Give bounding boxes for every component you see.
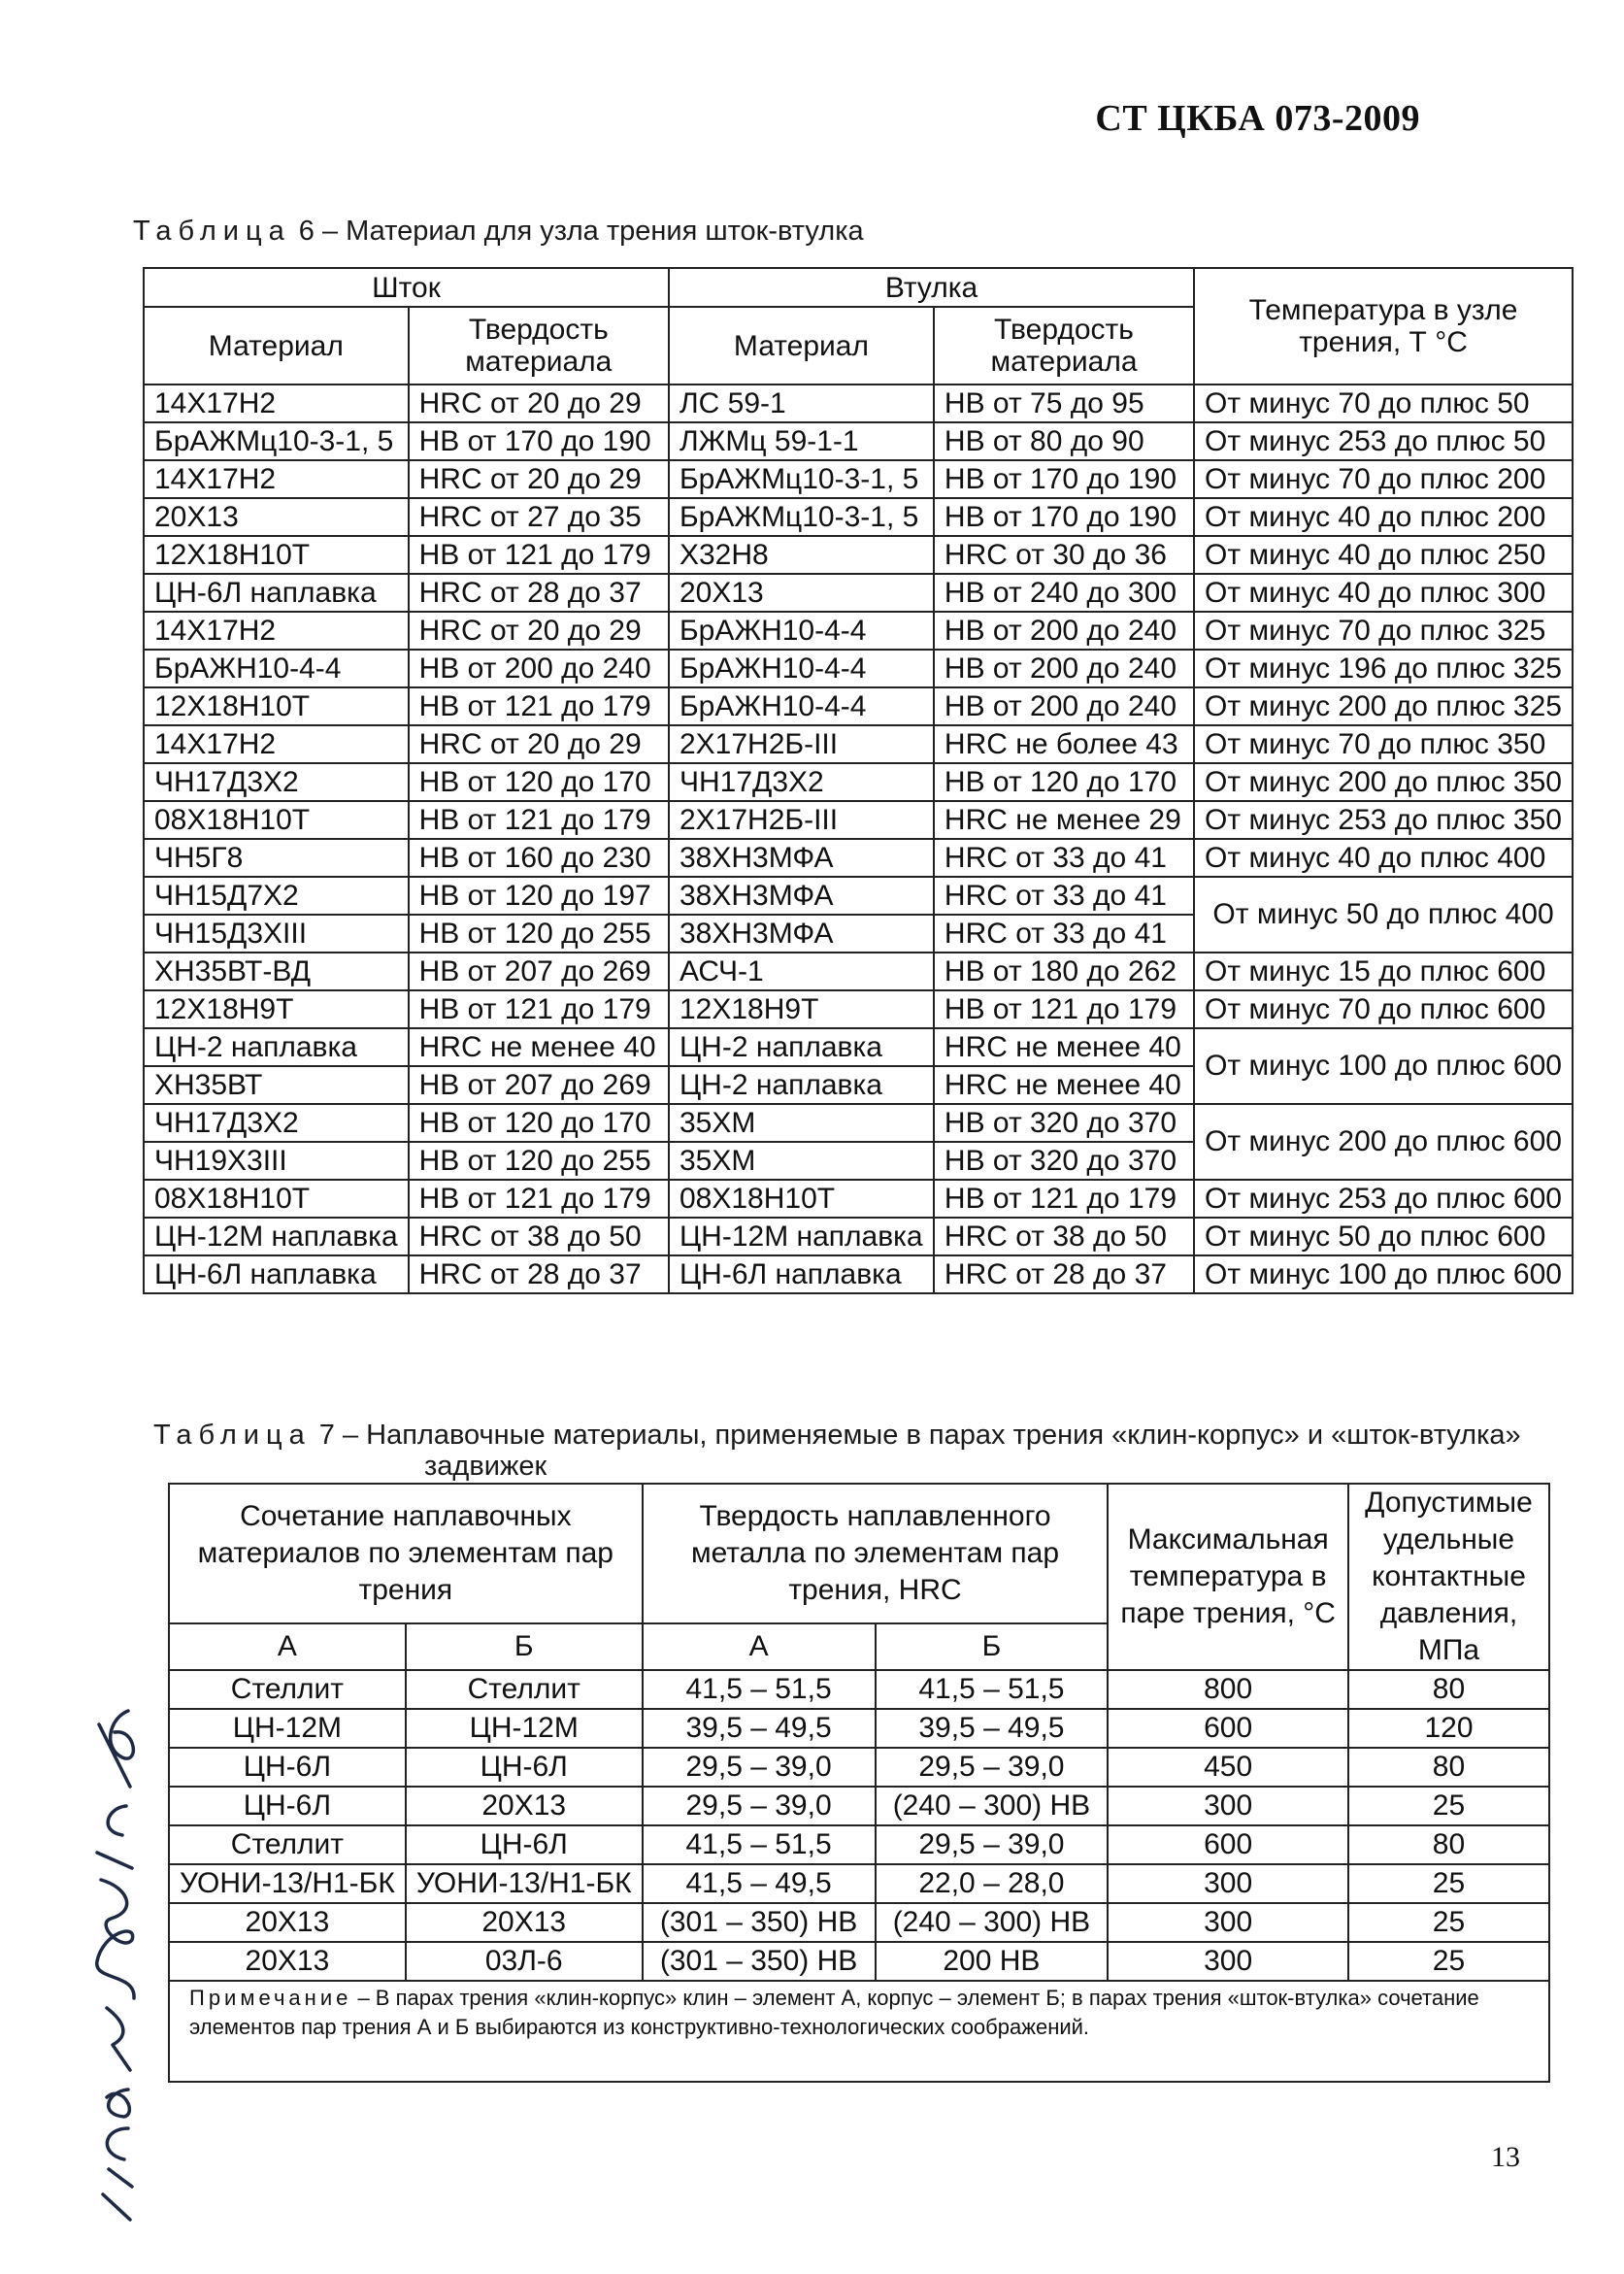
cell-max-temperature: 800 xyxy=(1108,1670,1348,1709)
cell-bush-material: АСЧ-1 xyxy=(669,953,934,990)
cell-material-b: УОНИ-13/Н1-БК xyxy=(406,1864,643,1903)
table-row xyxy=(169,1670,1549,1709)
table6-body xyxy=(144,385,1573,1293)
cell-bush-hardness: НВ от 170 до 190 xyxy=(934,460,1194,498)
table7-note-text: – В парах трения «клин-корпус» клин – элемент А, корпус – элемент Б; в парах трения «шток-втулка» сочетание элементов пар трения А и Б выбираются из конструктивно-технологических соображений. xyxy=(189,1986,1479,2039)
cell-rod-material: ЧН15Д7Х2 xyxy=(144,877,409,915)
table7-col-max-temperature: Максимальная температура в паре трения, °С xyxy=(1108,1484,1348,1670)
table7-hardfacing xyxy=(168,1483,1550,2083)
cell-pressure: 80 xyxy=(1348,1825,1549,1864)
cell-bush-hardness: HRC от 33 до 41 xyxy=(934,839,1194,877)
cell-bush-hardness: НВ от 75 до 95 xyxy=(934,385,1194,422)
cell-pressure: 25 xyxy=(1348,1864,1549,1903)
cell-temperature: От минус 40 до плюс 300 xyxy=(1194,574,1573,612)
table7-sub-b: Б xyxy=(406,1623,643,1670)
cell-rod-hardness: НВ от 207 до 269 xyxy=(409,1066,669,1104)
table7-body xyxy=(169,1670,1549,1981)
cell-max-temperature: 300 xyxy=(1108,1942,1348,1981)
cell-bush-hardness: НВ от 121 до 179 xyxy=(934,990,1194,1028)
cell-bush-hardness: НВ от 200 до 240 xyxy=(934,650,1194,687)
cell-bush-hardness: HRC не менее 40 xyxy=(934,1028,1194,1066)
cell-rod-hardness: HRC от 28 до 37 xyxy=(409,574,669,612)
cell-rod-material: 14Х17Н2 xyxy=(144,385,409,422)
cell-rod-hardness: НВ от 200 до 240 xyxy=(409,650,669,687)
cell-max-temperature: 300 xyxy=(1108,1787,1348,1825)
cell-pressure: 80 xyxy=(1348,1670,1549,1709)
table-row xyxy=(144,839,1573,877)
cell-hardness-b: (240 – 300) НВ xyxy=(876,1903,1109,1942)
table6-materials xyxy=(143,267,1574,1294)
cell-bush-material: 2Х17Н2Б-III xyxy=(669,725,934,763)
cell-hardness-b: (240 – 300) НВ xyxy=(876,1787,1109,1825)
cell-temperature: От минус 70 до плюс 350 xyxy=(1194,725,1573,763)
cell-material-b: 20Х13 xyxy=(406,1787,643,1825)
cell-hardness-b: 39,5 – 49,5 xyxy=(876,1709,1109,1748)
cell-temperature: От минус 50 до плюс 600 xyxy=(1194,1218,1573,1255)
cell-temperature: От минус 40 до плюс 400 xyxy=(1194,839,1573,877)
cell-bush-material: 08Х18Н10Т xyxy=(669,1180,934,1218)
cell-material-b: 20Х13 xyxy=(406,1903,643,1942)
cell-rod-material: БрАЖН10-4-4 xyxy=(144,650,409,687)
cell-rod-material: 12Х18Н9Т xyxy=(144,990,409,1028)
table7-col-pressure: Допустимые удельные контактные давления, МПа xyxy=(1348,1484,1549,1670)
cell-max-temperature: 450 xyxy=(1108,1748,1348,1787)
cell-rod-material: ЦН-6Л наплавка xyxy=(144,574,409,612)
cell-rod-hardness: НВ от 121 до 179 xyxy=(409,1180,669,1218)
table6-col-temperature: Температура в узле трения, Т °С xyxy=(1194,268,1573,385)
cell-rod-hardness: НВ от 121 до 179 xyxy=(409,990,669,1028)
cell-bush-material: БрАЖН10-4-4 xyxy=(669,612,934,650)
cell-temperature: От минус 15 до плюс 600 xyxy=(1194,953,1573,990)
cell-hardness-b: 29,5 – 39,0 xyxy=(876,1748,1109,1787)
cell-bush-hardness: HRC не менее 29 xyxy=(934,801,1194,839)
table7-sub-a: А xyxy=(169,1623,406,1670)
table-row xyxy=(144,990,1573,1028)
table7-sub-a: А xyxy=(643,1623,876,1670)
table-row xyxy=(169,1942,1549,1981)
cell-material-a: ЦН-6Л xyxy=(169,1748,406,1787)
cell-material-b: ЦН-6Л xyxy=(406,1825,643,1864)
cell-temperature: От минус 253 до плюс 50 xyxy=(1194,422,1573,460)
page-number: 13 xyxy=(1491,2141,1520,2173)
cell-hardness-a: (301 – 350) НВ xyxy=(643,1903,876,1942)
cell-bush-hardness: HRC не менее 40 xyxy=(934,1066,1194,1104)
table-row xyxy=(169,1864,1549,1903)
cell-temperature: От минус 70 до плюс 600 xyxy=(1194,990,1573,1028)
table7-col-combination: Сочетание наплавочных материалов по элементам пар трения xyxy=(169,1484,643,1623)
cell-material-a: Стеллит xyxy=(169,1825,406,1864)
cell-bush-material: ЦН-2 наплавка xyxy=(669,1066,934,1104)
cell-bush-hardness: НВ от 200 до 240 xyxy=(934,687,1194,725)
cell-bush-hardness: НВ от 80 до 90 xyxy=(934,422,1194,460)
cell-material-a: ЦН-6Л xyxy=(169,1787,406,1825)
table6-group-bush: Втулка xyxy=(669,268,1194,307)
cell-temperature: От минус 70 до плюс 50 xyxy=(1194,385,1573,422)
cell-bush-hardness: НВ от 200 до 240 xyxy=(934,612,1194,650)
cell-rod-material: 20Х13 xyxy=(144,498,409,536)
cell-rod-hardness: HRC от 28 до 37 xyxy=(409,1255,669,1293)
cell-bush-hardness: HRC от 38 до 50 xyxy=(934,1218,1194,1255)
cell-bush-material: БрАЖН10-4-4 xyxy=(669,650,934,687)
cell-max-temperature: 600 xyxy=(1108,1825,1348,1864)
cell-rod-hardness: HRC от 27 до 35 xyxy=(409,498,669,536)
cell-bush-hardness: НВ от 120 до 170 xyxy=(934,763,1194,801)
table-row xyxy=(144,385,1573,422)
cell-rod-material: ЧН5Г8 xyxy=(144,839,409,877)
cell-bush-material: ЦН-2 наплавка xyxy=(669,1028,934,1066)
table-row xyxy=(144,1218,1573,1255)
cell-bush-hardness: HRC от 30 до 36 xyxy=(934,536,1194,574)
cell-temperature: От минус 100 до плюс 600 xyxy=(1194,1028,1573,1104)
cell-rod-material: 14Х17Н2 xyxy=(144,460,409,498)
cell-rod-material: ХН35ВТ-ВД xyxy=(144,953,409,990)
cell-rod-hardness: НВ от 207 до 269 xyxy=(409,953,669,990)
table-row xyxy=(144,460,1573,498)
cell-hardness-a: 41,5 – 51,5 xyxy=(643,1670,876,1709)
cell-hardness-b: 41,5 – 51,5 xyxy=(876,1670,1109,1709)
cell-temperature: От минус 253 до плюс 350 xyxy=(1194,801,1573,839)
cell-hardness-a: 41,5 – 51,5 xyxy=(643,1825,876,1864)
cell-bush-hardness: HRC от 33 до 41 xyxy=(934,877,1194,915)
table-row xyxy=(144,725,1573,763)
table-row xyxy=(144,650,1573,687)
cell-rod-hardness: НВ от 120 до 255 xyxy=(409,915,669,953)
table-row xyxy=(144,1255,1573,1293)
cell-bush-material: ЦН-6Л наплавка xyxy=(669,1255,934,1293)
cell-rod-material: ЦН-12М наплавка xyxy=(144,1218,409,1255)
table-row xyxy=(144,763,1573,801)
cell-pressure: 25 xyxy=(1348,1942,1549,1981)
cell-rod-material: 14Х17Н2 xyxy=(144,725,409,763)
table7-note xyxy=(169,1981,1549,2082)
cell-material-a: 20Х13 xyxy=(169,1903,406,1942)
table-row xyxy=(169,1787,1549,1825)
cell-rod-hardness: НВ от 121 до 179 xyxy=(409,687,669,725)
cell-hardness-b: 200 НВ xyxy=(876,1942,1109,1981)
cell-temperature: От минус 196 до плюс 325 xyxy=(1194,650,1573,687)
cell-rod-hardness: НВ от 160 до 230 xyxy=(409,839,669,877)
cell-temperature: От минус 253 до плюс 600 xyxy=(1194,1180,1573,1218)
table-row xyxy=(144,1104,1573,1142)
cell-hardness-a: (301 – 350) НВ xyxy=(643,1942,876,1981)
cell-bush-material: БрАЖН10-4-4 xyxy=(669,687,934,725)
cell-rod-material: 14Х17Н2 xyxy=(144,612,409,650)
cell-rod-hardness: НВ от 120 до 170 xyxy=(409,763,669,801)
cell-rod-hardness: HRC от 20 до 29 xyxy=(409,725,669,763)
cell-rod-hardness: НВ от 120 до 255 xyxy=(409,1142,669,1180)
cell-material-b: Стеллит xyxy=(406,1670,643,1709)
cell-max-temperature: 600 xyxy=(1108,1709,1348,1748)
cell-rod-material: 08Х18Н10Т xyxy=(144,801,409,839)
cell-max-temperature: 300 xyxy=(1108,1864,1348,1903)
cell-pressure: 25 xyxy=(1348,1787,1549,1825)
table6-caption-text: 6 – Материал для узла трения шток-втулка xyxy=(290,216,864,247)
cell-bush-material: ЛС 59-1 xyxy=(669,385,934,422)
table6-caption-label: Таблица xyxy=(133,216,291,247)
cell-bush-material: 38ХН3МФА xyxy=(669,915,934,953)
cell-bush-material: ЧН17Д3Х2 xyxy=(669,763,934,801)
table7-caption-text: 7 – Наплавочные материалы, применяемые в парах трения «клин-корпус» и «шток-втулка» xyxy=(311,1420,1521,1451)
cell-hardness-a: 29,5 – 39,0 xyxy=(643,1748,876,1787)
table7-caption-continuation: задвижек xyxy=(424,1451,547,1482)
cell-bush-material: 35ХМ xyxy=(669,1142,934,1180)
cell-temperature: От минус 200 до плюс 600 xyxy=(1194,1104,1573,1180)
cell-bush-hardness: HRC не более 43 xyxy=(934,725,1194,763)
cell-rod-hardness: HRC не менее 40 xyxy=(409,1028,669,1066)
cell-bush-material: 35ХМ xyxy=(669,1104,934,1142)
cell-pressure: 120 xyxy=(1348,1709,1549,1748)
cell-hardness-a: 29,5 – 39,0 xyxy=(643,1787,876,1825)
cell-rod-material: 12Х18Н10Т xyxy=(144,536,409,574)
table-row xyxy=(169,1709,1549,1748)
cell-bush-material: ЦН-12М наплавка xyxy=(669,1218,934,1255)
cell-rod-material: 08Х18Н10Т xyxy=(144,1180,409,1218)
cell-rod-material: ЧН15Д3ХIII xyxy=(144,915,409,953)
cell-bush-material: БрАЖМц10-3-1, 5 xyxy=(669,498,934,536)
cell-temperature: От минус 50 до плюс 400 xyxy=(1194,877,1573,953)
cell-temperature: От минус 100 до плюс 600 xyxy=(1194,1255,1573,1293)
cell-temperature: От минус 40 до плюс 200 xyxy=(1194,498,1573,536)
cell-bush-material: 2Х17Н2Б-III xyxy=(669,801,934,839)
table6-col-bush-hardness: Твердость материала xyxy=(934,307,1194,385)
table-row xyxy=(144,498,1573,536)
table6-group-rod: Шток xyxy=(144,268,669,307)
cell-material-b: 03Л-6 xyxy=(406,1942,643,1981)
cell-bush-material: 38ХН3МФА xyxy=(669,839,934,877)
table6-col-bush-material: Материал xyxy=(669,307,934,385)
cell-hardness-a: 41,5 – 49,5 xyxy=(643,1864,876,1903)
table7-sub-b: Б xyxy=(876,1623,1109,1670)
table6-col-rod-hardness: Твердость материала xyxy=(409,307,669,385)
table-row xyxy=(169,1748,1549,1787)
cell-rod-material: ХН35ВТ xyxy=(144,1066,409,1104)
cell-material-a: ЦН-12М xyxy=(169,1709,406,1748)
table6-col-rod-material: Материал xyxy=(144,307,409,385)
table7-caption xyxy=(153,1420,1532,1482)
cell-bush-hardness: HRC от 28 до 37 xyxy=(934,1255,1194,1293)
cell-rod-hardness: HRC от 20 до 29 xyxy=(409,612,669,650)
table-row xyxy=(169,1903,1549,1942)
cell-bush-material: Х32Н8 xyxy=(669,536,934,574)
cell-hardness-b: 22,0 – 28,0 xyxy=(876,1864,1109,1903)
cell-hardness-b: 29,5 – 39,0 xyxy=(876,1825,1109,1864)
cell-rod-hardness: НВ от 170 до 190 xyxy=(409,422,669,460)
table-row xyxy=(144,687,1573,725)
handwritten-signature xyxy=(39,1689,155,2233)
cell-bush-material: 38ХН3МФА xyxy=(669,877,934,915)
table-row xyxy=(144,1180,1573,1218)
cell-rod-material: ЧН17Д3Х2 xyxy=(144,1104,409,1142)
table-row xyxy=(144,953,1573,990)
cell-rod-material: ЧН17Д3Х2 xyxy=(144,763,409,801)
cell-bush-material: 12Х18Н9Т xyxy=(669,990,934,1028)
cell-rod-material: ЦН-2 наплавка xyxy=(144,1028,409,1066)
table7-note-label: Примечание xyxy=(189,1986,352,2010)
cell-material-a: Стеллит xyxy=(169,1670,406,1709)
cell-rod-hardness: НВ от 121 до 179 xyxy=(409,801,669,839)
table6-caption xyxy=(133,216,864,247)
cell-bush-hardness: НВ от 320 до 370 xyxy=(934,1104,1194,1142)
table-row xyxy=(144,574,1573,612)
cell-material-b: ЦН-12М xyxy=(406,1709,643,1748)
cell-hardness-a: 39,5 – 49,5 xyxy=(643,1709,876,1748)
cell-rod-hardness: HRC от 38 до 50 xyxy=(409,1218,669,1255)
cell-bush-material: ЛЖМц 59-1-1 xyxy=(669,422,934,460)
cell-bush-hardness: НВ от 180 до 262 xyxy=(934,953,1194,990)
table-row xyxy=(144,612,1573,650)
document-code: СТ ЦКБА 073-2009 xyxy=(1095,98,1420,139)
cell-rod-hardness: НВ от 120 до 170 xyxy=(409,1104,669,1142)
cell-bush-hardness: НВ от 170 до 190 xyxy=(934,498,1194,536)
cell-bush-hardness: НВ от 240 до 300 xyxy=(934,574,1194,612)
table-row xyxy=(144,422,1573,460)
cell-bush-hardness: НВ от 320 до 370 xyxy=(934,1142,1194,1180)
cell-max-temperature: 300 xyxy=(1108,1903,1348,1942)
table-row xyxy=(144,536,1573,574)
cell-material-a: УОНИ-13/Н1-БК xyxy=(169,1864,406,1903)
cell-material-a: 20Х13 xyxy=(169,1942,406,1981)
cell-rod-material: 12Х18Н10Т xyxy=(144,687,409,725)
table-row xyxy=(169,1825,1549,1864)
cell-temperature: От минус 200 до плюс 350 xyxy=(1194,763,1573,801)
cell-temperature: От минус 200 до плюс 325 xyxy=(1194,687,1573,725)
table7-caption-label: Таблица xyxy=(153,1420,312,1451)
cell-pressure: 25 xyxy=(1348,1903,1549,1942)
cell-rod-material: ЧН19Х3III xyxy=(144,1142,409,1180)
cell-temperature: От минус 40 до плюс 250 xyxy=(1194,536,1573,574)
cell-rod-material: ЦН-6Л наплавка xyxy=(144,1255,409,1293)
cell-temperature: От минус 70 до плюс 325 xyxy=(1194,612,1573,650)
cell-rod-hardness: HRC от 20 до 29 xyxy=(409,385,669,422)
table7-col-hardness: Твердость наплавленного металла по элементам пар трения, HRC xyxy=(643,1484,1109,1623)
cell-pressure: 80 xyxy=(1348,1748,1549,1787)
cell-material-b: ЦН-6Л xyxy=(406,1748,643,1787)
cell-rod-hardness: НВ от 121 до 179 xyxy=(409,536,669,574)
table-row xyxy=(144,1028,1573,1066)
cell-bush-material: БрАЖМц10-3-1, 5 xyxy=(669,460,934,498)
cell-rod-hardness: НВ от 120 до 197 xyxy=(409,877,669,915)
cell-bush-hardness: НВ от 121 до 179 xyxy=(934,1180,1194,1218)
cell-bush-hardness: HRC от 33 до 41 xyxy=(934,915,1194,953)
cell-rod-hardness: HRC от 20 до 29 xyxy=(409,460,669,498)
cell-rod-material: БрАЖМц10-3-1, 5 xyxy=(144,422,409,460)
table-row xyxy=(144,877,1573,915)
cell-temperature: От минус 70 до плюс 200 xyxy=(1194,460,1573,498)
table-row xyxy=(144,801,1573,839)
cell-bush-material: 20Х13 xyxy=(669,574,934,612)
